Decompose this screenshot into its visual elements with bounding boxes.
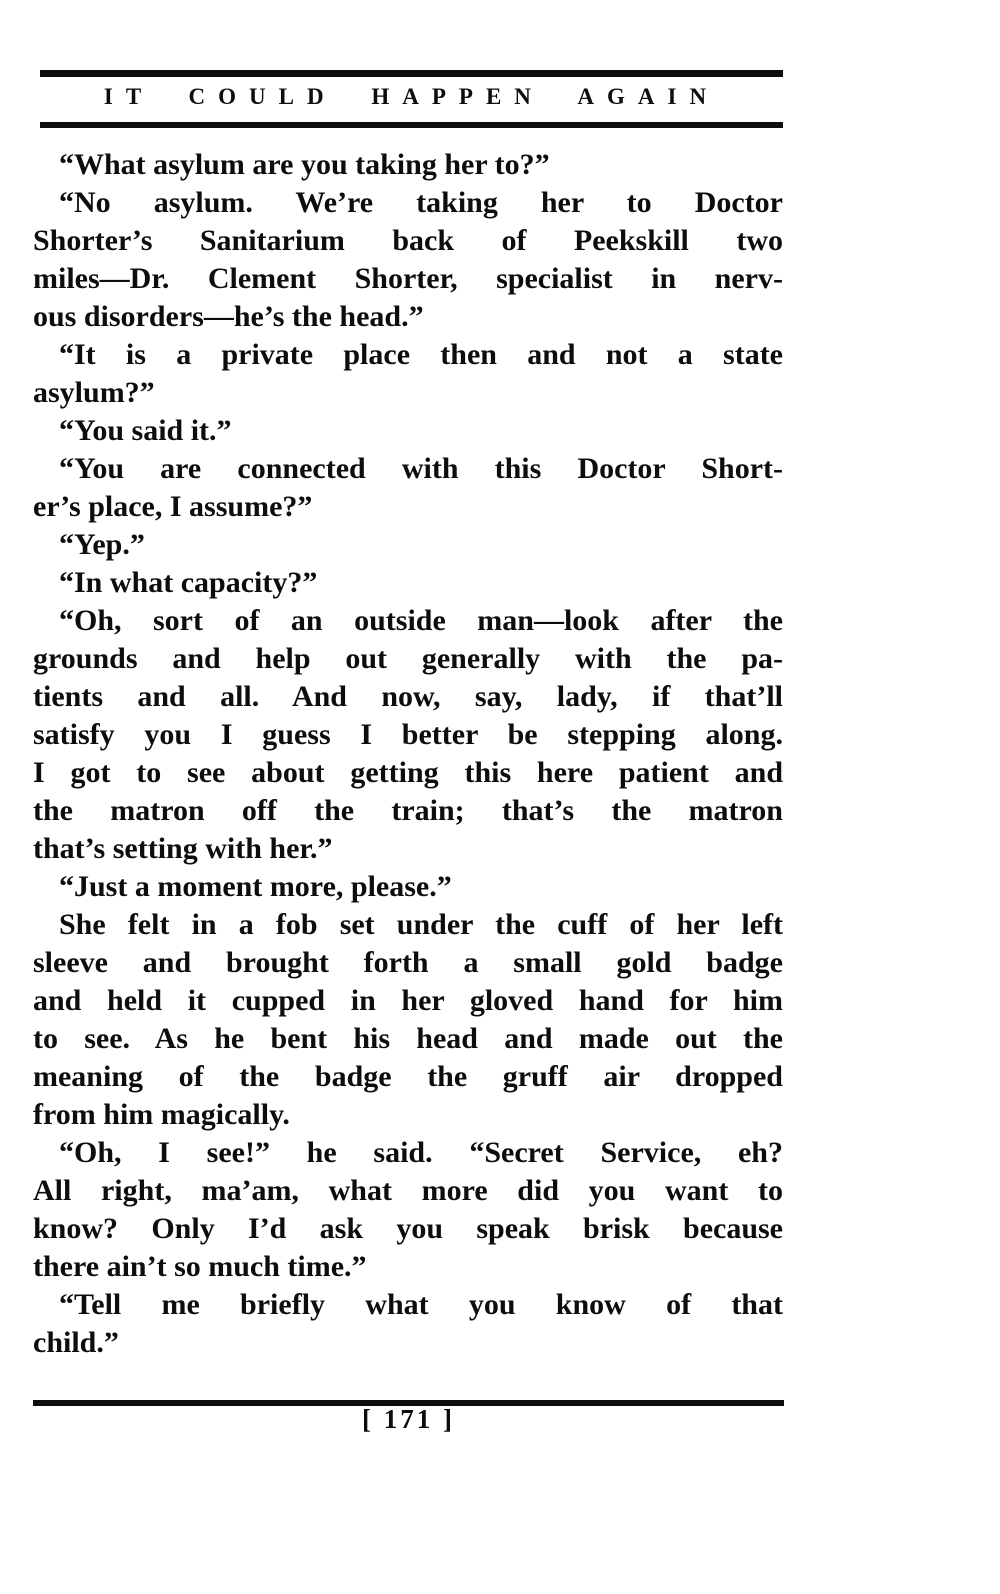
text-line: meaning of the badge the gruff air dropped: [33, 1060, 783, 1093]
text-line: ous disorders—he’s the head.”: [33, 300, 424, 333]
text-line: that’s setting with her.”: [33, 832, 333, 865]
text-line: “No asylum. We’re taking her to Doctor: [59, 186, 783, 219]
header-rule-top: [40, 70, 783, 77]
text-line: “It is a private place then and not a state: [59, 338, 783, 371]
text-line: I got to see about getting this here patient and: [33, 756, 783, 789]
text-line: sleeve and brought forth a small gold badge: [33, 946, 783, 979]
text-line: er’s place, I assume?”: [33, 490, 313, 523]
paragraph: [33, 906, 783, 1134]
text-line: “In what capacity?”: [59, 566, 318, 599]
text-line: “Oh, sort of an outside man—look after the: [59, 604, 783, 637]
text-line: “Tell me briefly what you know of that: [59, 1288, 783, 1321]
paragraph: [33, 412, 783, 450]
text-line: grounds and help out generally with the pa-: [33, 642, 783, 675]
paragraph: [33, 868, 783, 906]
text-line: child.”: [33, 1326, 119, 1359]
paragraph: [33, 602, 783, 868]
text-line: the matron off the train; that’s the matron: [33, 794, 783, 827]
text-line: tients and all. And now, say, lady, if that’ll: [33, 680, 783, 713]
text-line: She felt in a fob set under the cuff of her left: [59, 908, 783, 941]
page-number: [ 171 ]: [362, 1404, 455, 1434]
header-rule-bottom: [40, 122, 783, 128]
paragraph: [33, 1134, 783, 1286]
paragraph: [33, 564, 783, 602]
text-line: from him magically.: [33, 1098, 290, 1131]
paragraph: [33, 184, 783, 336]
text-line: “Just a moment more, please.”: [59, 870, 452, 903]
paragraph: [33, 146, 783, 184]
text-line: asylum?”: [33, 376, 155, 409]
body-text: [33, 146, 783, 1362]
text-line: and held it cupped in her gloved hand for him: [33, 984, 783, 1017]
text-line: to see. As he bent his head and made out the: [33, 1022, 783, 1055]
text-line: there ain’t so much time.”: [33, 1250, 367, 1283]
text-line: satisfy you I guess I better be stepping along.: [33, 718, 783, 751]
text-line: “You are connected with this Doctor Short-: [59, 452, 783, 485]
paragraph: [33, 526, 783, 564]
paragraph: [33, 450, 783, 526]
text-line: “Oh, I see!” he said. “Secret Service, eh?: [59, 1136, 783, 1169]
text-line: All right, ma’am, what more did you want to: [33, 1174, 783, 1207]
text-line: “You said it.”: [59, 414, 232, 447]
text-line: Shorter’s Sanitarium back of Peekskill two: [33, 224, 783, 257]
text-line: miles—Dr. Clement Shorter, specialist in nerv-: [33, 262, 783, 295]
text-line: “What asylum are you taking her to?”: [59, 148, 550, 181]
paragraph: [33, 1286, 783, 1362]
text-line: know? Only I’d ask you speak brisk because: [33, 1212, 783, 1245]
text-line: “Yep.”: [59, 528, 145, 561]
paragraph: [33, 336, 783, 412]
running-head: IT COULD HAPPEN AGAIN: [103, 84, 720, 109]
